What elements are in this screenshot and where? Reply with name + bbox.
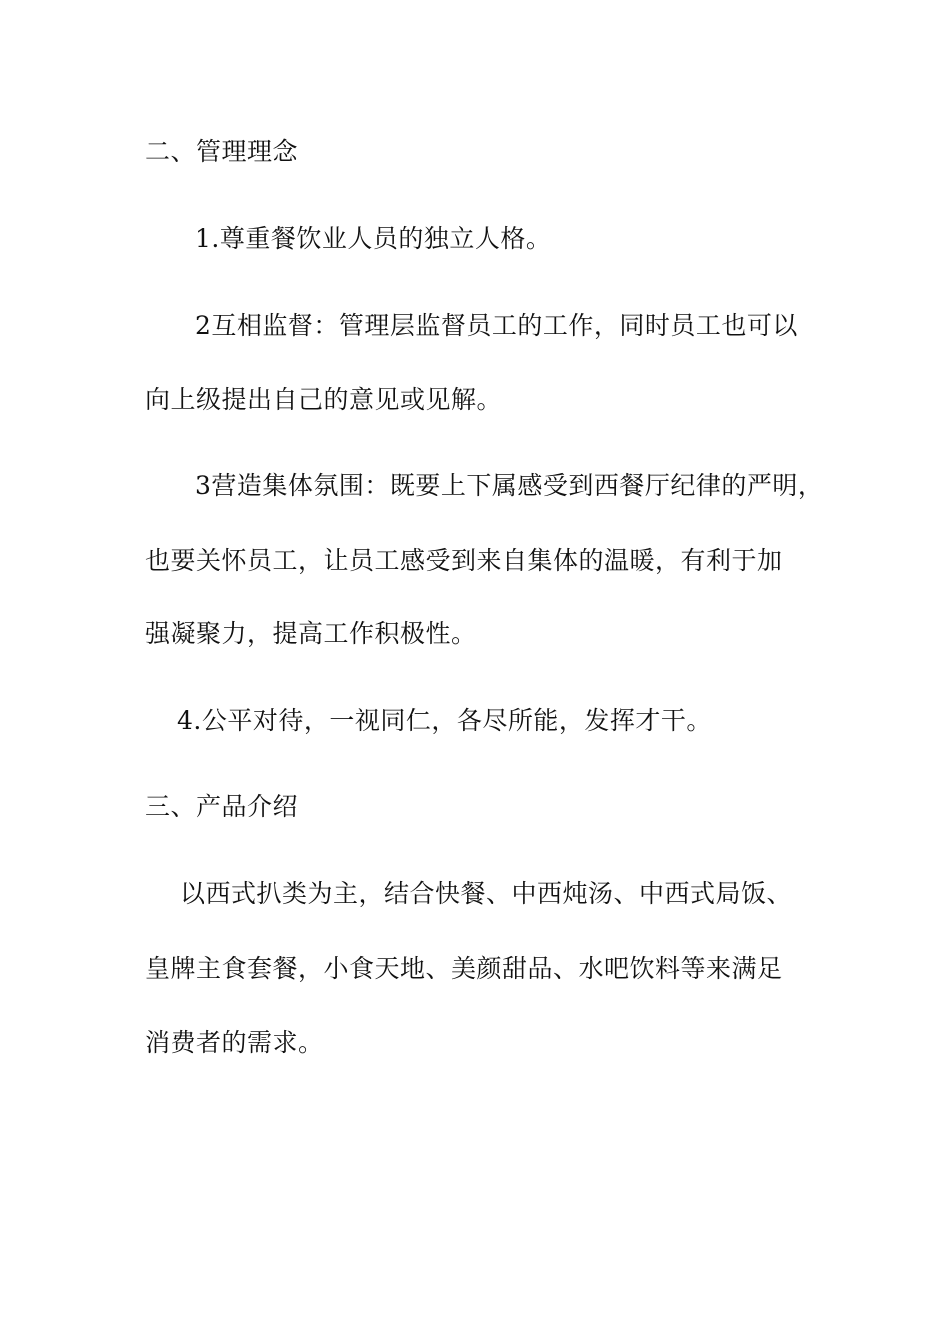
section-heading-product-intro: 三、产品介绍 xyxy=(145,792,299,821)
section-heading-management-philosophy: 二、管理理念 xyxy=(145,137,299,166)
product-intro-line-3: 消费者的需求。 xyxy=(145,1028,324,1057)
philosophy-item-3-line-2: 也要关怀员工，让员工感受到来自集体的温暖，有利于加 xyxy=(145,546,783,575)
philosophy-item-3-line-3: 强凝聚力，提高工作积极性。 xyxy=(145,619,477,648)
philosophy-item-4: 4.公平对待，一视同仁，各尽所能，发挥才干。 xyxy=(177,706,712,735)
product-intro-line-2: 皇牌主食套餐，小食天地、美颜甜品、水吧饮料等来满足 xyxy=(145,954,783,983)
philosophy-item-2-line-2: 向上级提出自己的意见或见解。 xyxy=(145,385,503,414)
philosophy-item-1: 1.尊重餐饮业人员的独立人格。 xyxy=(195,224,552,253)
product-intro-line-1: 以西式扒类为主，结合快餐、中西炖汤、中西式局饭、 xyxy=(180,879,793,908)
philosophy-item-2-line-1: 2互相监督：管理层监督员工的工作，同时员工也可以 xyxy=(195,311,798,340)
philosophy-item-3-line-1: 3营造集体氛围：既要上下属感受到西餐厅纪律的严明， xyxy=(195,471,824,500)
